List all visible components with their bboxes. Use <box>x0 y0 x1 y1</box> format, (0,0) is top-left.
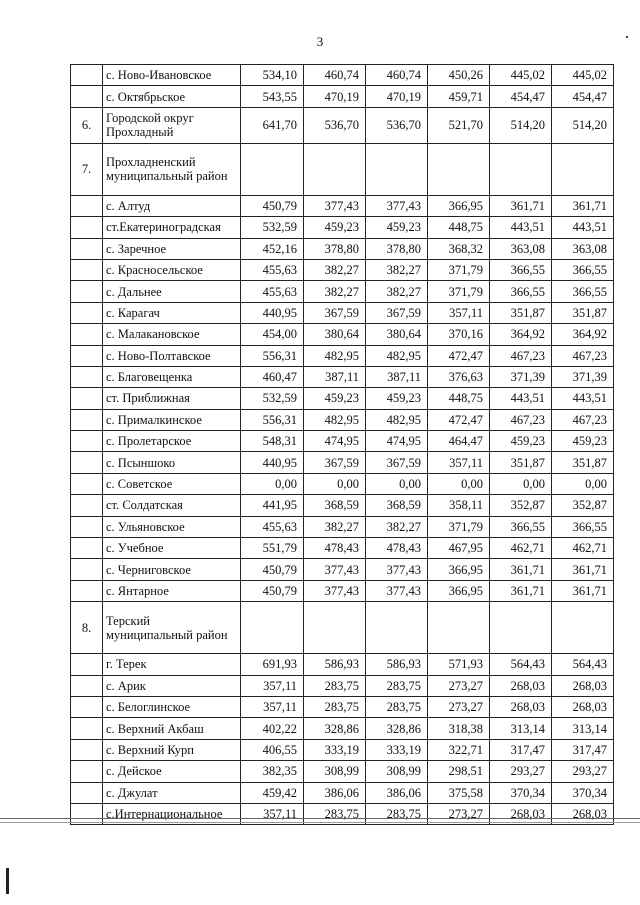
value-cell: 366,55 <box>552 259 614 280</box>
value-cell: 448,75 <box>428 217 490 238</box>
value-cell: 313,14 <box>490 718 552 739</box>
value-cell: 478,43 <box>304 538 366 559</box>
value-cell: 351,87 <box>552 302 614 323</box>
value-cell: 472,47 <box>428 345 490 366</box>
value-cell: 387,11 <box>304 366 366 387</box>
value-cell: 464,47 <box>428 431 490 452</box>
value-cell: 318,38 <box>428 718 490 739</box>
row-index <box>71 761 103 782</box>
locality-name: с. Джулат <box>103 782 241 803</box>
value-cell: 514,20 <box>552 107 614 143</box>
row-index <box>71 473 103 494</box>
value-cell: 571,93 <box>428 654 490 675</box>
value-cell <box>428 143 490 195</box>
table-row <box>71 65 614 86</box>
value-cell: 377,43 <box>366 559 428 580</box>
value-cell: 467,23 <box>552 345 614 366</box>
value-cell: 268,03 <box>552 696 614 717</box>
value-cell: 443,51 <box>490 217 552 238</box>
value-cell: 482,95 <box>304 345 366 366</box>
row-index <box>71 516 103 537</box>
value-cell: 0,00 <box>366 473 428 494</box>
locality-name: с.Интернациональное <box>103 803 241 824</box>
table-row <box>71 195 614 216</box>
value-cell: 691,93 <box>241 654 304 675</box>
value-cell: 366,95 <box>428 559 490 580</box>
value-cell: 459,71 <box>428 86 490 107</box>
value-cell: 467,23 <box>490 345 552 366</box>
value-cell: 377,43 <box>304 559 366 580</box>
locality-name: Городской округ Прохладный <box>103 107 241 143</box>
value-cell: 454,00 <box>241 324 304 345</box>
value-cell: 0,00 <box>428 473 490 494</box>
table-row <box>71 782 614 803</box>
value-cell: 556,31 <box>241 409 304 430</box>
table-row <box>71 431 614 452</box>
table-row <box>71 345 614 366</box>
value-cell: 459,23 <box>366 388 428 409</box>
row-index <box>71 345 103 366</box>
value-cell: 368,32 <box>428 238 490 259</box>
value-cell: 440,95 <box>241 302 304 323</box>
value-cell: 273,27 <box>428 675 490 696</box>
value-cell: 333,19 <box>366 739 428 760</box>
locality-name: с. Янтарное <box>103 580 241 601</box>
value-cell: 357,11 <box>428 452 490 473</box>
scan-line <box>0 818 640 819</box>
value-cell: 366,55 <box>552 281 614 302</box>
value-cell: 441,95 <box>241 495 304 516</box>
value-cell: 268,03 <box>490 696 552 717</box>
value-cell: 454,47 <box>490 86 552 107</box>
value-cell: 556,31 <box>241 345 304 366</box>
row-index <box>71 739 103 760</box>
row-index <box>71 324 103 345</box>
value-cell: 368,59 <box>304 495 366 516</box>
value-cell: 268,03 <box>552 675 614 696</box>
value-cell: 445,02 <box>490 65 552 86</box>
value-cell: 361,71 <box>490 195 552 216</box>
value-cell: 551,79 <box>241 538 304 559</box>
locality-name: с. Белоглинское <box>103 696 241 717</box>
value-cell: 382,27 <box>304 516 366 537</box>
table-row <box>71 761 614 782</box>
value-cell: 402,22 <box>241 718 304 739</box>
value-cell: 358,11 <box>428 495 490 516</box>
value-cell: 472,47 <box>428 409 490 430</box>
value-cell: 317,47 <box>490 739 552 760</box>
table-row <box>71 739 614 760</box>
value-cell: 382,27 <box>304 259 366 280</box>
value-cell: 460,47 <box>241 366 304 387</box>
value-cell: 532,59 <box>241 388 304 409</box>
row-index <box>71 654 103 675</box>
value-cell: 366,95 <box>428 195 490 216</box>
value-cell: 455,63 <box>241 259 304 280</box>
value-cell: 370,34 <box>490 782 552 803</box>
value-cell: 387,11 <box>366 366 428 387</box>
value-cell: 370,34 <box>552 782 614 803</box>
value-cell: 328,86 <box>304 718 366 739</box>
value-cell: 283,75 <box>366 803 428 824</box>
row-index <box>71 259 103 280</box>
value-cell: 482,95 <box>366 345 428 366</box>
value-cell: 0,00 <box>552 473 614 494</box>
value-cell: 443,51 <box>552 217 614 238</box>
value-cell: 382,27 <box>366 281 428 302</box>
value-cell: 351,87 <box>490 302 552 323</box>
value-cell: 443,51 <box>490 388 552 409</box>
value-cell: 459,23 <box>490 431 552 452</box>
value-cell: 283,75 <box>304 696 366 717</box>
value-cell: 268,03 <box>490 803 552 824</box>
locality-name: с. Дейское <box>103 761 241 782</box>
scan-margin-mark <box>6 868 9 894</box>
value-cell: 0,00 <box>241 473 304 494</box>
value-cell: 564,43 <box>552 654 614 675</box>
value-cell: 514,20 <box>490 107 552 143</box>
row-index <box>71 217 103 238</box>
row-index <box>71 559 103 580</box>
table-row <box>71 718 614 739</box>
value-cell: 462,71 <box>490 538 552 559</box>
value-cell: 308,99 <box>304 761 366 782</box>
value-cell: 371,39 <box>552 366 614 387</box>
value-cell: 352,87 <box>490 495 552 516</box>
row-index <box>71 431 103 452</box>
value-cell: 351,87 <box>552 452 614 473</box>
table-row <box>71 452 614 473</box>
value-cell: 450,79 <box>241 195 304 216</box>
value-cell: 440,95 <box>241 452 304 473</box>
locality-name: с. Учебное <box>103 538 241 559</box>
value-cell: 459,42 <box>241 782 304 803</box>
row-index <box>71 452 103 473</box>
value-cell <box>490 143 552 195</box>
value-cell: 459,23 <box>552 431 614 452</box>
value-cell: 377,43 <box>366 580 428 601</box>
row-index <box>71 366 103 387</box>
value-cell: 460,74 <box>366 65 428 86</box>
value-cell: 376,63 <box>428 366 490 387</box>
row-index <box>71 718 103 739</box>
row-index <box>71 495 103 516</box>
row-index <box>71 675 103 696</box>
scan-dot <box>626 36 628 38</box>
value-cell: 283,75 <box>304 803 366 824</box>
locality-name: ст.Екатериноградская <box>103 217 241 238</box>
table-row <box>71 324 614 345</box>
value-cell: 467,23 <box>490 409 552 430</box>
table-row <box>71 409 614 430</box>
table-row <box>71 366 614 387</box>
value-cell: 371,79 <box>428 516 490 537</box>
value-cell: 459,23 <box>304 217 366 238</box>
table-row <box>71 654 614 675</box>
value-cell: 536,70 <box>304 107 366 143</box>
value-cell: 564,43 <box>490 654 552 675</box>
value-cell: 462,71 <box>552 538 614 559</box>
value-cell: 371,79 <box>428 259 490 280</box>
value-cell: 364,92 <box>490 324 552 345</box>
value-cell: 377,43 <box>366 195 428 216</box>
value-cell: 366,55 <box>552 516 614 537</box>
value-cell: 273,27 <box>428 696 490 717</box>
value-cell: 460,74 <box>304 65 366 86</box>
table-row <box>71 516 614 537</box>
value-cell: 273,27 <box>428 803 490 824</box>
locality-name: с. Красносельское <box>103 259 241 280</box>
row-index <box>71 238 103 259</box>
tariff-table <box>70 64 614 825</box>
value-cell: 586,93 <box>366 654 428 675</box>
table-row <box>71 281 614 302</box>
locality-name: с. Заречное <box>103 238 241 259</box>
value-cell: 366,55 <box>490 281 552 302</box>
value-cell: 521,70 <box>428 107 490 143</box>
locality-name: ст. Приближная <box>103 388 241 409</box>
value-cell: 364,92 <box>552 324 614 345</box>
table-row <box>71 107 614 143</box>
value-cell: 454,47 <box>552 86 614 107</box>
row-index <box>71 538 103 559</box>
value-cell: 459,23 <box>304 388 366 409</box>
row-index: 6. <box>71 107 103 143</box>
locality-name: Терский муниципальный район <box>103 602 241 654</box>
value-cell <box>552 143 614 195</box>
value-cell: 470,19 <box>366 86 428 107</box>
value-cell: 363,08 <box>490 238 552 259</box>
value-cell: 377,43 <box>304 580 366 601</box>
value-cell: 536,70 <box>366 107 428 143</box>
value-cell: 532,59 <box>241 217 304 238</box>
table-row <box>71 217 614 238</box>
value-cell: 382,27 <box>366 259 428 280</box>
value-cell: 361,71 <box>490 559 552 580</box>
value-cell: 363,08 <box>552 238 614 259</box>
value-cell: 283,75 <box>366 675 428 696</box>
value-cell: 313,14 <box>552 718 614 739</box>
value-cell: 361,71 <box>490 580 552 601</box>
value-cell: 474,95 <box>304 431 366 452</box>
row-index <box>71 409 103 430</box>
locality-name: с. Ново-Ивановское <box>103 65 241 86</box>
value-cell: 317,47 <box>552 739 614 760</box>
value-cell: 367,59 <box>304 302 366 323</box>
locality-name: Прохладненский муниципальный район <box>103 143 241 195</box>
value-cell: 386,06 <box>366 782 428 803</box>
row-index <box>71 782 103 803</box>
value-cell: 467,95 <box>428 538 490 559</box>
value-cell: 361,71 <box>552 195 614 216</box>
value-cell: 450,79 <box>241 580 304 601</box>
value-cell: 548,31 <box>241 431 304 452</box>
value-cell: 380,64 <box>304 324 366 345</box>
value-cell: 366,55 <box>490 259 552 280</box>
scan-line <box>0 822 640 823</box>
row-index <box>71 388 103 409</box>
value-cell: 308,99 <box>366 761 428 782</box>
value-cell: 450,26 <box>428 65 490 86</box>
locality-name: с. Дальнее <box>103 281 241 302</box>
locality-name: с. Пролетарское <box>103 431 241 452</box>
value-cell: 478,43 <box>366 538 428 559</box>
value-cell: 443,51 <box>552 388 614 409</box>
value-cell <box>366 602 428 654</box>
value-cell: 452,16 <box>241 238 304 259</box>
value-cell: 366,55 <box>490 516 552 537</box>
value-cell <box>366 143 428 195</box>
value-cell <box>304 602 366 654</box>
value-cell <box>241 143 304 195</box>
locality-name: г. Терек <box>103 654 241 675</box>
row-index <box>71 195 103 216</box>
table-row <box>71 259 614 280</box>
locality-name: с. Ново-Полтавское <box>103 345 241 366</box>
locality-name: с. Благовещенка <box>103 366 241 387</box>
value-cell: 455,63 <box>241 281 304 302</box>
value-cell: 371,79 <box>428 281 490 302</box>
table-row <box>71 388 614 409</box>
value-cell: 283,75 <box>304 675 366 696</box>
value-cell: 459,23 <box>366 217 428 238</box>
locality-name: с. Ульяновское <box>103 516 241 537</box>
row-index: 8. <box>71 602 103 654</box>
locality-name: с. Арик <box>103 675 241 696</box>
value-cell <box>552 602 614 654</box>
row-index <box>71 696 103 717</box>
value-cell: 380,64 <box>366 324 428 345</box>
table-row <box>71 580 614 601</box>
locality-name: с. Псыншоко <box>103 452 241 473</box>
value-cell: 406,55 <box>241 739 304 760</box>
value-cell: 382,35 <box>241 761 304 782</box>
locality-name: с. Верхний Акбаш <box>103 718 241 739</box>
row-index <box>71 86 103 107</box>
table-row <box>71 495 614 516</box>
locality-name: с. Карагач <box>103 302 241 323</box>
value-cell: 641,70 <box>241 107 304 143</box>
value-cell: 322,71 <box>428 739 490 760</box>
value-cell: 368,59 <box>366 495 428 516</box>
value-cell: 293,27 <box>490 761 552 782</box>
value-cell: 382,27 <box>304 281 366 302</box>
locality-name: с. Прималкинское <box>103 409 241 430</box>
locality-name: с. Малакановское <box>103 324 241 345</box>
value-cell: 0,00 <box>304 473 366 494</box>
value-cell: 357,11 <box>428 302 490 323</box>
value-cell: 351,87 <box>490 452 552 473</box>
row-index <box>71 580 103 601</box>
value-cell: 268,03 <box>552 803 614 824</box>
row-index <box>71 65 103 86</box>
value-cell: 467,23 <box>552 409 614 430</box>
value-cell: 445,02 <box>552 65 614 86</box>
value-cell: 470,19 <box>304 86 366 107</box>
value-cell <box>241 602 304 654</box>
value-cell: 450,79 <box>241 559 304 580</box>
value-cell: 366,95 <box>428 580 490 601</box>
value-cell: 375,58 <box>428 782 490 803</box>
value-cell: 370,16 <box>428 324 490 345</box>
value-cell <box>428 602 490 654</box>
table-row <box>71 238 614 259</box>
value-cell: 293,27 <box>552 761 614 782</box>
value-cell: 328,86 <box>366 718 428 739</box>
value-cell: 268,03 <box>490 675 552 696</box>
value-cell <box>304 143 366 195</box>
value-cell: 586,93 <box>304 654 366 675</box>
table-row <box>71 86 614 107</box>
value-cell: 382,27 <box>366 516 428 537</box>
row-index <box>71 281 103 302</box>
value-cell: 534,10 <box>241 65 304 86</box>
locality-name: с. Советское <box>103 473 241 494</box>
value-cell: 367,59 <box>304 452 366 473</box>
value-cell: 482,95 <box>304 409 366 430</box>
locality-name: с. Верхний Курп <box>103 739 241 760</box>
value-cell: 367,59 <box>366 302 428 323</box>
value-cell: 357,11 <box>241 675 304 696</box>
value-cell: 361,71 <box>552 559 614 580</box>
table-body <box>71 65 614 825</box>
value-cell: 352,87 <box>552 495 614 516</box>
table-row <box>71 538 614 559</box>
value-cell: 482,95 <box>366 409 428 430</box>
value-cell: 357,11 <box>241 803 304 824</box>
value-cell: 543,55 <box>241 86 304 107</box>
value-cell: 361,71 <box>552 580 614 601</box>
locality-name: ст. Солдатская <box>103 495 241 516</box>
locality-name: с. Октябрьское <box>103 86 241 107</box>
value-cell: 377,43 <box>304 195 366 216</box>
value-cell: 0,00 <box>490 473 552 494</box>
value-cell: 474,95 <box>366 431 428 452</box>
table-row <box>71 143 614 195</box>
value-cell: 386,06 <box>304 782 366 803</box>
locality-name: с. Алтуд <box>103 195 241 216</box>
page-number: 3 <box>316 34 324 49</box>
table-row <box>71 675 614 696</box>
row-index: 7. <box>71 143 103 195</box>
value-cell: 378,80 <box>366 238 428 259</box>
value-cell: 333,19 <box>304 739 366 760</box>
table-row <box>71 696 614 717</box>
table-row <box>71 302 614 323</box>
value-cell: 448,75 <box>428 388 490 409</box>
value-cell: 455,63 <box>241 516 304 537</box>
locality-name: с. Черниговское <box>103 559 241 580</box>
value-cell: 298,51 <box>428 761 490 782</box>
value-cell: 367,59 <box>366 452 428 473</box>
row-index <box>71 302 103 323</box>
table-row <box>71 559 614 580</box>
value-cell: 357,11 <box>241 696 304 717</box>
table-row <box>71 473 614 494</box>
value-cell <box>490 602 552 654</box>
table-row <box>71 602 614 654</box>
value-cell: 283,75 <box>366 696 428 717</box>
value-cell: 371,39 <box>490 366 552 387</box>
value-cell: 378,80 <box>304 238 366 259</box>
